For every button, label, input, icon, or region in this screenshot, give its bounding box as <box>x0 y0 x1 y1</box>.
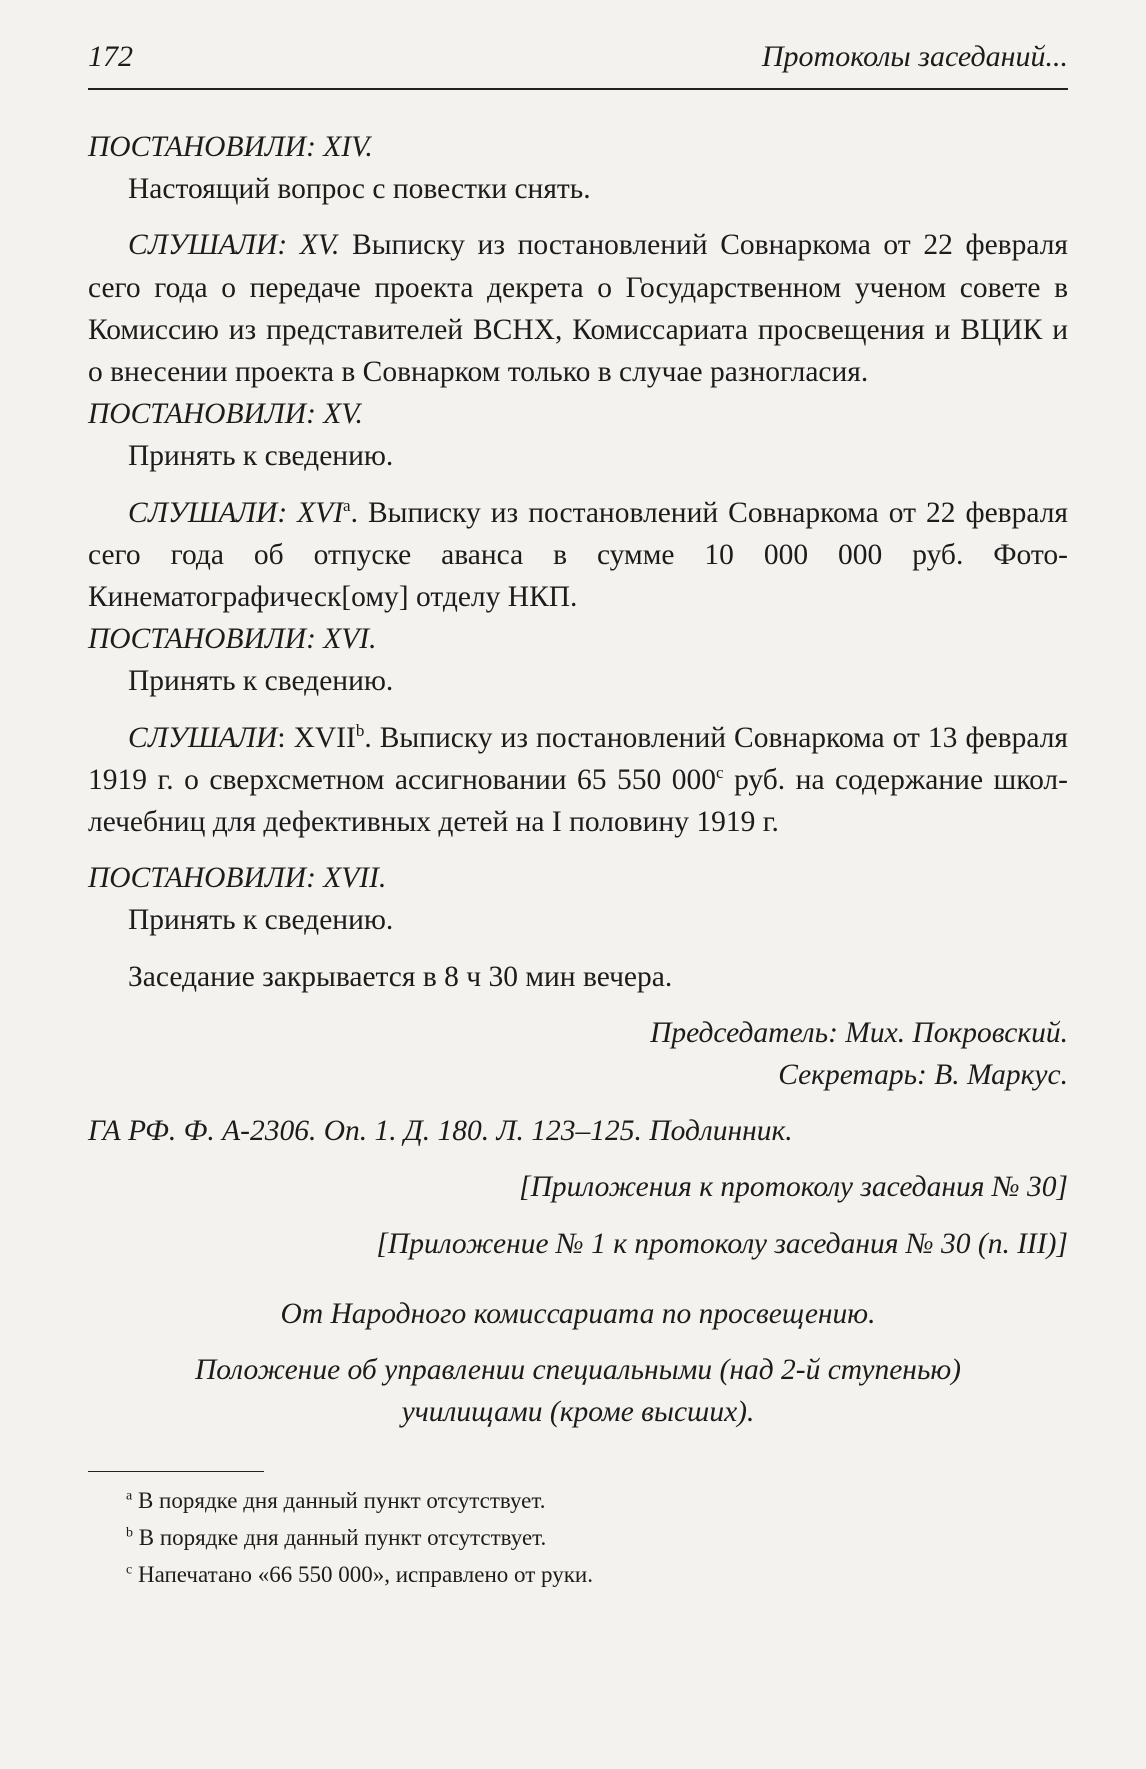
footnote-b <box>126 1519 1068 1556</box>
resolution-heading-16: ПОСТАНОВИЛИ: XVI. <box>88 623 377 656</box>
resolution-heading-14: ПОСТАНОВИЛИ: XIV. <box>88 131 373 163</box>
resolution-text-14: Настоящий вопрос с повестки снять. <box>128 173 591 206</box>
footnote-mark-c: c <box>126 1562 133 1578</box>
hearing-label-15: СЛУШАЛИ: XV. <box>128 229 340 262</box>
footnote-ref-c: c <box>716 763 724 783</box>
footnote-mark-a: a <box>126 1488 133 1504</box>
closing-line: Заседание закрывается в 8 ч 30 мин вечера. <box>128 960 673 993</box>
chairman-signature: Председатель: Мих. Покровский. <box>650 1016 1068 1049</box>
regulation-title-line2: училищами (кроме высших). <box>401 1396 755 1429</box>
hearing-label-17: СЛУШАЛИ <box>128 721 278 754</box>
page-content <box>88 126 1068 1593</box>
archive-source: ГА РФ. Ф. А-2306. Оп. 1. Д. 180. Л. 123–125. Подлинник. <box>88 1115 793 1148</box>
footnote-ref-a: a <box>343 495 351 515</box>
hearing-paragraph-15 <box>88 224 1068 393</box>
resolution-heading-17: ПОСТАНОВИЛИ: XVII. <box>88 862 387 895</box>
appendix-1-title: [Приложение № 1 к протоколу заседания № 30 (п. III)] <box>376 1227 1068 1260</box>
hearing-paragraph-16 <box>88 492 1068 619</box>
hearing-number-17: : XVII <box>277 721 356 754</box>
resolution-text-15: Принять к сведению. <box>128 440 394 473</box>
resolution-text-17: Принять к сведению. <box>128 904 394 937</box>
hearing-text-15: Выписку из постановлений Совнаркома от 22 февраля сего года о передаче проекта декрета о Государственном ученом совете в Комиссию из представителей ВСНХ, Комиссариата просвещения и ВЦИК и о внесении проекта в Совнарком только в случае разногласия. <box>88 229 1068 389</box>
footnote-ref-b: b <box>355 720 365 740</box>
footnote-text-c: Напечатано «66 550 000», исправлено от руки. <box>132 1562 593 1588</box>
footnote-divider <box>88 1471 264 1472</box>
footnote-a <box>126 1482 1068 1519</box>
resolution-text-16: Принять к сведению. <box>128 665 394 698</box>
page-number: 172 <box>88 40 133 73</box>
secretary-signature: Секретарь: В. Маркус. <box>778 1059 1068 1092</box>
running-title: Протоколы заседаний... <box>761 40 1068 73</box>
hearing-text-17b: руб. на содержание школ-лечебниц для дефективных детей на I половину 1919 г. <box>88 763 1068 839</box>
footnote-mark-b: b <box>126 1525 133 1541</box>
hearing-text-16: . Выписку из постановлений Совнаркома от 22 февраля сего года об отпуске аванса в сумме 10 000 000 руб. Фото-Кинематографическ[ому] отделу НКП. <box>88 496 1068 614</box>
regulation-title-line1: Положение об управлении специальными (над 2-й ступенью) <box>194 1354 961 1387</box>
footnote-text-b: В порядке дня данный пункт отсутствует. <box>133 1525 547 1551</box>
from-line: От Народного комиссариата по просвещению. <box>280 1297 876 1330</box>
hearing-text-17a: . Выписку из постановлений Совнаркома от 13 февраля 1919 г. о сверхсметном ассигновании 65 550 000 <box>88 721 1068 796</box>
page-header <box>88 40 1068 90</box>
hearing-label-16: СЛУШАЛИ: XVI <box>128 496 344 529</box>
hearing-paragraph-17 <box>88 717 1068 844</box>
document-page <box>88 40 1068 1593</box>
appendix-title: [Приложения к протоколу заседания № 30] <box>519 1171 1068 1204</box>
footnote-text-a: В порядке дня данный пункт отсутствует. <box>132 1488 546 1514</box>
footnote-c <box>126 1556 1068 1593</box>
resolution-heading-15: ПОСТАНОВИЛИ: XV. <box>88 398 363 431</box>
